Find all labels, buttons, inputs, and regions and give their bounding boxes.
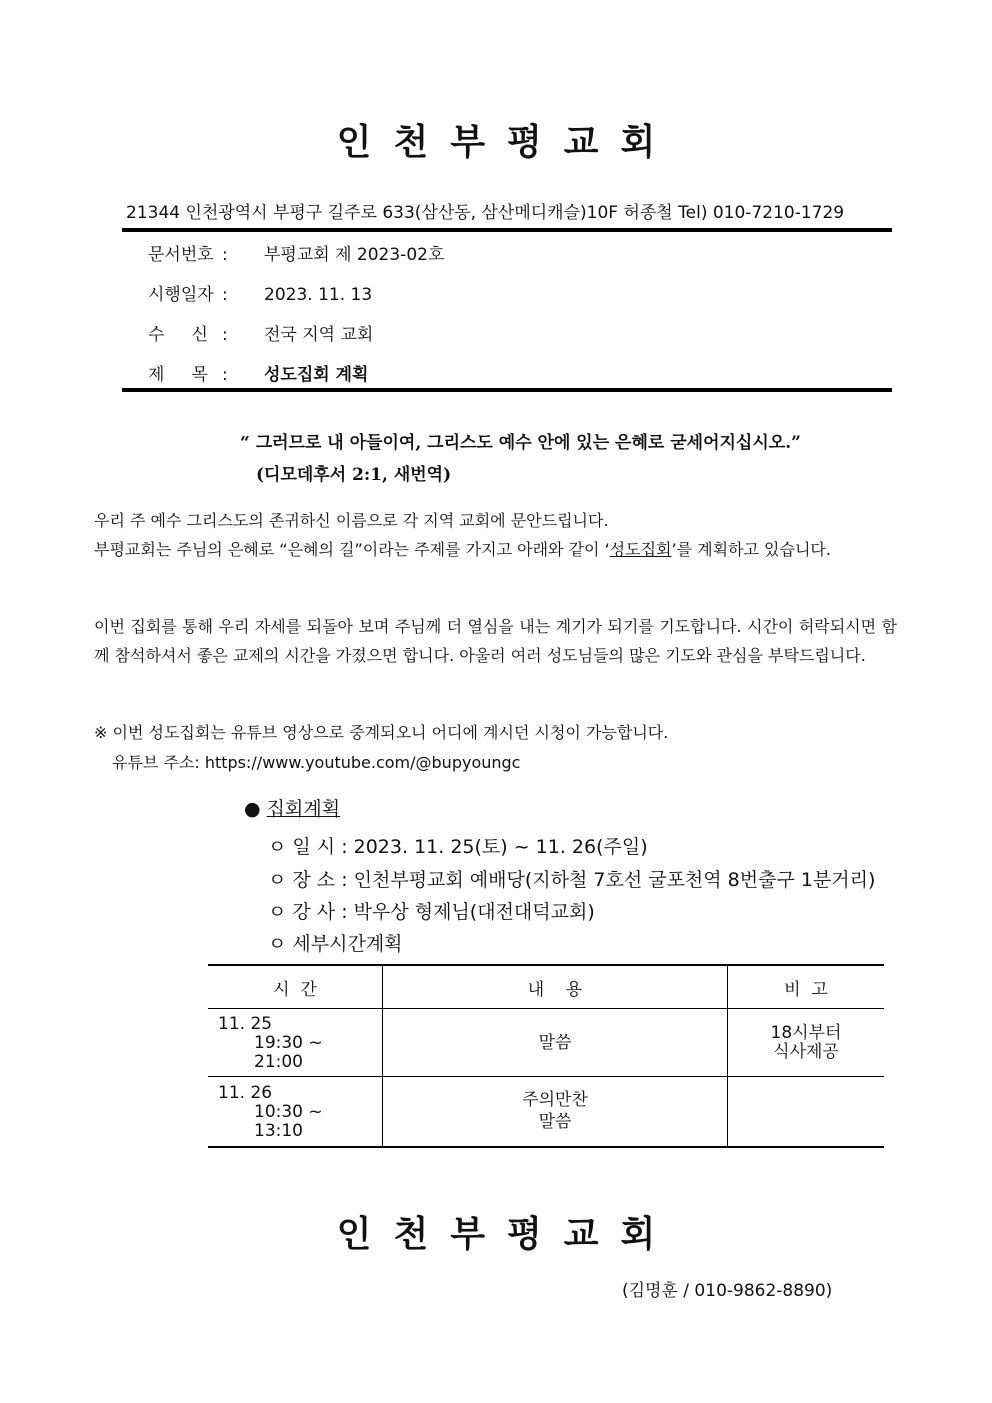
meta-value: 성도집회 계획	[264, 365, 369, 385]
meta-issue-date	[148, 280, 372, 305]
content-line: 주의만찬	[522, 1090, 588, 1111]
table-row	[208, 1009, 884, 1077]
circle-bullet-icon: ㅇ	[268, 901, 287, 923]
plan-item-date	[268, 832, 648, 859]
header-top-rule	[122, 228, 892, 232]
row-time: 10:30 ~ 13:10	[254, 1101, 323, 1141]
plan-item-speaker	[268, 897, 595, 924]
bullet-icon: ●	[244, 798, 261, 820]
meta-subject	[148, 360, 368, 385]
row-date: 11. 26	[218, 1082, 273, 1103]
meta-recipient	[148, 320, 373, 345]
content-line: 말씀	[538, 1112, 572, 1133]
intro-line	[94, 535, 897, 564]
note-line: 18시부터	[770, 1022, 842, 1043]
note-line: 식사제공	[773, 1041, 839, 1062]
plan-heading-text: 집회계획	[266, 798, 341, 820]
meta-colon: :	[222, 365, 228, 385]
header-time: 시 간	[208, 965, 383, 1009]
purpose-paragraph: 이번 집회를 통해 우리 자세를 되돌아 보며 주님께 더 열심을 내는 계기가 되기를 기도합니다. 시간이 허락되시면 함께 참석하셔서 좋은 교제의 시간을 가졌으면 합니다. 아울러 여러 성도님들의 많은 기도와 관심을 부탁드립니다.	[94, 617, 897, 665]
meta-value: 전국 지역 교회	[264, 325, 374, 345]
meta-colon: :	[222, 325, 228, 345]
greeting-paragraph	[94, 506, 897, 564]
row-time: 19:30 ~ 21:00	[254, 1033, 323, 1072]
address-line: 21344 인천광역시 부평구 길주로 633(삼산동, 삼산메디캐슬)10F 허종철 Tel) 010-7210-1729	[126, 203, 845, 223]
footer-title: 인천부평교회	[336, 1213, 678, 1255]
plan-item-text: 일 시 : 2023. 11. 25(토) ~ 11. 26(주일)	[292, 836, 648, 858]
note-cell	[728, 1009, 885, 1077]
row-date: 11. 25	[218, 1014, 273, 1034]
header-bottom-rule	[122, 388, 892, 392]
plan-heading	[244, 794, 340, 821]
meta-label: 수 신	[148, 325, 208, 345]
content-cell	[383, 1009, 728, 1077]
note-cell	[728, 1077, 885, 1147]
intro-text-end: ’를 계획하고 있습니다.	[671, 540, 831, 559]
footer-contact: (김명훈 / 010-9862-8890)	[622, 1281, 833, 1301]
meta-label: 시행일자	[148, 285, 214, 305]
meta-colon: :	[222, 245, 228, 265]
content-cell	[383, 1077, 728, 1147]
circle-bullet-icon: ㅇ	[268, 933, 287, 955]
meta-label: 제 목	[148, 365, 208, 385]
header-content: 내 용	[383, 965, 728, 1009]
time-cell	[208, 1009, 383, 1077]
plan-item-text: 장 소 : 인천부평교회 예배당(지하철 7호선 굴포천역 8번출구 1분거리)	[292, 869, 876, 891]
header-note: 비 고	[728, 965, 885, 1009]
plan-item-text: 세부시간계획	[292, 933, 403, 955]
table-header-row	[208, 965, 884, 1009]
table-row	[208, 1077, 884, 1147]
broadcast-notice: ※ 이번 성도집회는 유튜브 영상으로 중계되오니 어디에 계시던 시청이 가능합니다.	[94, 723, 669, 742]
greeting-line: 우리 주 예수 그리스도의 존귀하신 이름으로 각 지역 교회에 문안드립니다.	[94, 511, 609, 530]
schedule-table	[208, 964, 884, 1148]
circle-bullet-icon: ㅇ	[268, 869, 287, 891]
verse-reference: (디모데후서 2:1, 새번역)	[256, 465, 452, 485]
meta-label: 문서번호	[148, 245, 214, 265]
circle-bullet-icon: ㅇ	[268, 836, 287, 858]
meta-doc-number	[148, 240, 444, 265]
content-line: 말씀	[538, 1032, 572, 1053]
meta-value: 부평교회 제 2023-02호	[264, 245, 445, 265]
time-cell	[208, 1077, 383, 1147]
intro-text: 부평교회는 주님의 은혜로 “은혜의 길”이라는 주제를 가지고 아래와 같이 ‘	[94, 540, 610, 559]
plan-item-schedule	[268, 929, 403, 956]
document-title: 인천부평교회	[336, 121, 678, 163]
plan-item-place	[268, 865, 875, 892]
plan-item-text: 강 사 : 박우상 형제님(대전대덕교회)	[292, 901, 595, 923]
meta-value: 2023. 11. 13	[264, 285, 373, 305]
meta-colon: :	[222, 285, 228, 305]
event-name: 성도집회	[609, 540, 672, 559]
youtube-address: 유튜브 주소: https://www.youtube.com/@bupyoungc	[112, 753, 521, 772]
verse-quote: “ 그러므로 내 아들이여, 그리스도 예수 안에 있는 은혜로 굳세어지십시오.”	[240, 433, 801, 453]
